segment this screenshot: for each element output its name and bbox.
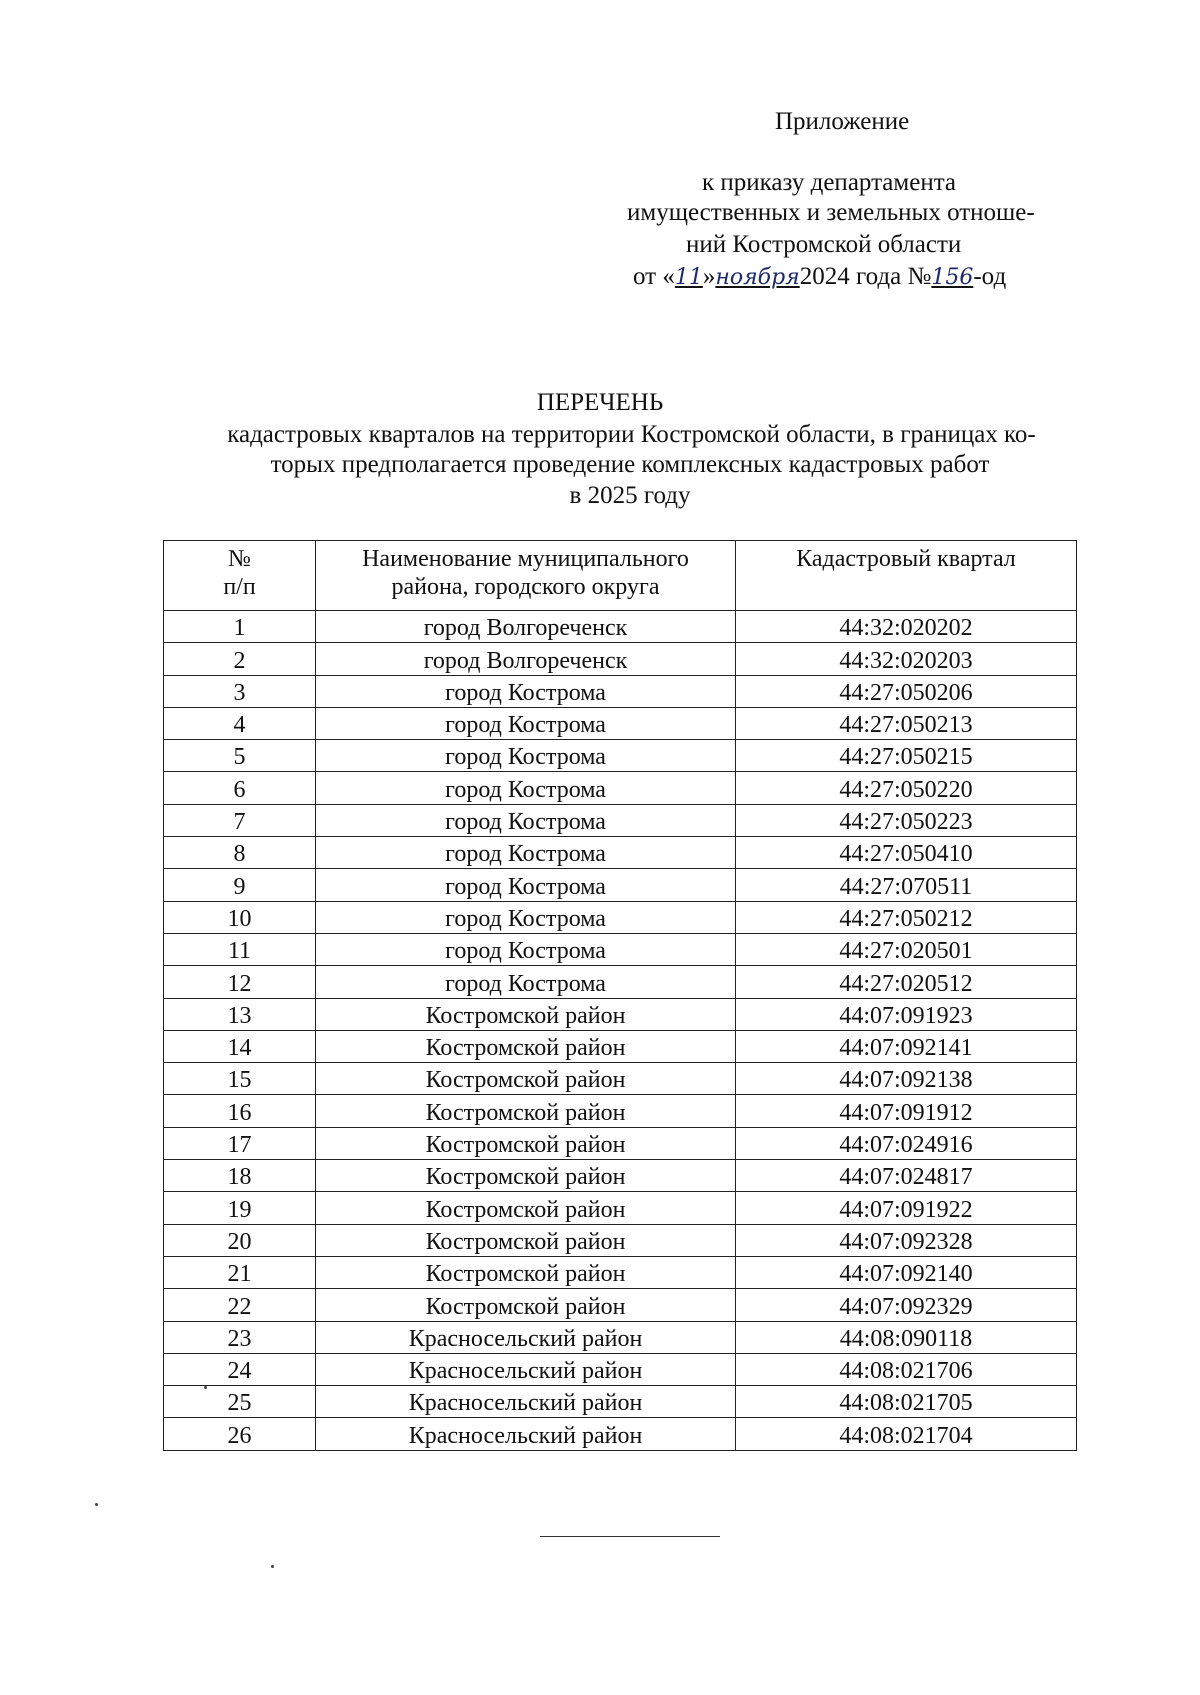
cadastral-quarter-cell: 44:08:090118 (736, 1321, 1077, 1353)
municipality-cell: город Кострома (316, 675, 736, 707)
table-row (164, 1418, 1077, 1450)
row-number-cell: 18 (164, 1160, 316, 1192)
doc-number-suffix: -од (973, 263, 1007, 290)
table-header-row (164, 541, 1077, 611)
list-heading: ПЕРЕЧЕНЬ (536, 389, 664, 416)
table-row (164, 1063, 1077, 1095)
table-row (164, 998, 1077, 1030)
table-body (164, 611, 1077, 1451)
municipality-cell: город Кострома (316, 901, 736, 933)
row-number-cell: 15 (164, 1063, 316, 1095)
row-number-cell: 11 (164, 933, 316, 965)
municipality-cell: город Кострома (316, 740, 736, 772)
date-prefix: от « (633, 263, 675, 290)
header-municipality-line: Наименование муниципального (362, 546, 689, 572)
scan-speck (95, 1503, 98, 1506)
cadastral-quarter-cell: 44:27:050213 (736, 707, 1077, 739)
handwritten-day: 11 (674, 265, 703, 290)
header-number-line: п/п (223, 574, 256, 600)
municipality-cell: Костромской район (316, 998, 736, 1030)
header-number-line: № (228, 546, 251, 572)
row-number-cell: 16 (164, 1095, 316, 1127)
table-row (164, 1289, 1077, 1321)
order-reference-line: имущественных и земельных отноше- (627, 199, 1035, 226)
header-cadastral-quarter: Кадастровый квартал (736, 541, 1077, 611)
table-row (164, 1127, 1077, 1159)
municipality-cell: Костромской район (316, 1127, 736, 1159)
appendix-title: Приложение (775, 108, 910, 135)
municipality-cell: Костромской район (316, 1095, 736, 1127)
municipality-cell: Красносельский район (316, 1386, 736, 1418)
row-number-cell: 7 (164, 804, 316, 836)
cadastral-quarter-cell: 44:07:092329 (736, 1289, 1077, 1321)
cadastral-quarter-cell: 44:27:050212 (736, 901, 1077, 933)
table-row (164, 901, 1077, 933)
table-row (164, 1160, 1077, 1192)
municipality-cell: город Кострома (316, 837, 736, 869)
municipality-cell: Костромской район (316, 1030, 736, 1062)
order-reference-line: к приказу департамента (702, 169, 957, 196)
table-row (164, 675, 1077, 707)
municipality-cell: Красносельский район (316, 1321, 736, 1353)
municipality-cell: Костромской район (316, 1224, 736, 1256)
table-row (164, 707, 1077, 739)
scan-speck (271, 1565, 274, 1568)
table-row (164, 1192, 1077, 1224)
row-number-cell: 20 (164, 1224, 316, 1256)
list-description-line: кадастровых кварталов на территории Костромской области, в границах ко- (227, 421, 1036, 448)
table-row (164, 837, 1077, 869)
table-row (164, 643, 1077, 675)
row-number-cell: 14 (164, 1030, 316, 1062)
order-reference-line: ний Костромской области (686, 231, 962, 258)
municipality-cell: Красносельский район (316, 1418, 736, 1450)
cadastral-quarter-cell: 44:32:020203 (736, 643, 1077, 675)
table-row (164, 772, 1077, 804)
cadastral-quarter-cell: 44:27:070511 (736, 869, 1077, 901)
cadastral-quarter-cell: 44:32:020202 (736, 611, 1077, 643)
municipality-cell: Костромской район (316, 1063, 736, 1095)
table-row (164, 1224, 1077, 1256)
cadastral-quarter-cell: 44:07:091922 (736, 1192, 1077, 1224)
table-row (164, 804, 1077, 836)
cadastral-quarter-cell: 44:07:091923 (736, 998, 1077, 1030)
table-row (164, 740, 1077, 772)
cadastral-quarter-cell: 44:08:021705 (736, 1386, 1077, 1418)
table-row (164, 1386, 1077, 1418)
cadastral-quarter-cell: 44:27:050223 (736, 804, 1077, 836)
row-number-cell: 5 (164, 740, 316, 772)
table-row (164, 1353, 1077, 1385)
row-number-cell: 17 (164, 1127, 316, 1159)
municipality-cell: Красносельский район (316, 1353, 736, 1385)
table-row (164, 1256, 1077, 1288)
list-description-line: торых предполагается проведение комплексных кадастровых работ (270, 451, 990, 478)
municipality-cell: город Кострома (316, 772, 736, 804)
cadastral-quarter-cell: 44:27:050206 (736, 675, 1077, 707)
municipality-cell: Костромской район (316, 1256, 736, 1288)
row-number-cell: 13 (164, 998, 316, 1030)
municipality-cell: город Кострома (316, 966, 736, 998)
municipality-cell: Костромской район (316, 1192, 736, 1224)
list-description-line: в 2025 году (569, 482, 691, 509)
row-number-cell: 4 (164, 707, 316, 739)
header-municipality (316, 541, 736, 611)
order-date-number-line (633, 262, 1006, 293)
row-number-cell: 25 (164, 1386, 316, 1418)
table-row (164, 933, 1077, 965)
cadastral-quarter-cell: 44:07:092141 (736, 1030, 1077, 1062)
municipality-cell: город Кострома (316, 933, 736, 965)
row-number-cell: 8 (164, 837, 316, 869)
cadastral-quarter-cell: 44:27:050410 (736, 837, 1077, 869)
row-number-cell: 10 (164, 901, 316, 933)
cadastral-quarter-cell: 44:07:024817 (736, 1160, 1077, 1192)
table-row (164, 1321, 1077, 1353)
row-number-cell: 12 (164, 966, 316, 998)
cadastral-quarter-cell: 44:27:020501 (736, 933, 1077, 965)
cadastral-quarter-cell: 44:07:092138 (736, 1063, 1077, 1095)
cadastral-quarter-cell: 44:08:021704 (736, 1418, 1077, 1450)
municipality-cell: город Волгореченск (316, 643, 736, 675)
handwritten-doc-number: 156 (931, 265, 974, 290)
row-number-cell: 19 (164, 1192, 316, 1224)
cadastral-quarter-cell: 44:27:050220 (736, 772, 1077, 804)
municipality-cell: город Кострома (316, 707, 736, 739)
table-row (164, 869, 1077, 901)
row-number-cell: 6 (164, 772, 316, 804)
row-number-cell: 24 (164, 1353, 316, 1385)
row-number-cell: 23 (164, 1321, 316, 1353)
row-number-cell: 26 (164, 1418, 316, 1450)
municipality-cell: город Волгореченск (316, 611, 736, 643)
table-row (164, 966, 1077, 998)
municipality-cell: Костромской район (316, 1160, 736, 1192)
handwritten-month: ноября (715, 265, 800, 290)
municipality-cell: Костромской район (316, 1289, 736, 1321)
cadastral-quarter-cell: 44:27:050215 (736, 740, 1077, 772)
date-mid: » (702, 263, 716, 290)
cadastral-quarter-cell: 44:07:091912 (736, 1095, 1077, 1127)
row-number-cell: 3 (164, 675, 316, 707)
cadastral-quarter-cell: 44:07:092328 (736, 1224, 1077, 1256)
header-number (164, 541, 316, 611)
date-year: 2024 года № (799, 263, 932, 290)
cadastral-quarters-table (163, 540, 1077, 1451)
municipality-cell: город Кострома (316, 869, 736, 901)
cadastral-quarter-cell: 44:08:021706 (736, 1353, 1077, 1385)
cadastral-quarter-cell: 44:07:024916 (736, 1127, 1077, 1159)
row-number-cell: 9 (164, 869, 316, 901)
closing-rule (540, 1536, 720, 1537)
row-number-cell: 2 (164, 643, 316, 675)
cadastral-quarter-cell: 44:27:020512 (736, 966, 1077, 998)
table-row (164, 1030, 1077, 1062)
table-row (164, 1095, 1077, 1127)
cadastral-quarter-cell: 44:07:092140 (736, 1256, 1077, 1288)
scan-speck (204, 1386, 207, 1389)
row-number-cell: 22 (164, 1289, 316, 1321)
row-number-cell: 21 (164, 1256, 316, 1288)
row-number-cell: 1 (164, 611, 316, 643)
table-row (164, 611, 1077, 643)
header-municipality-line: района, городского округа (391, 574, 660, 600)
municipality-cell: город Кострома (316, 804, 736, 836)
